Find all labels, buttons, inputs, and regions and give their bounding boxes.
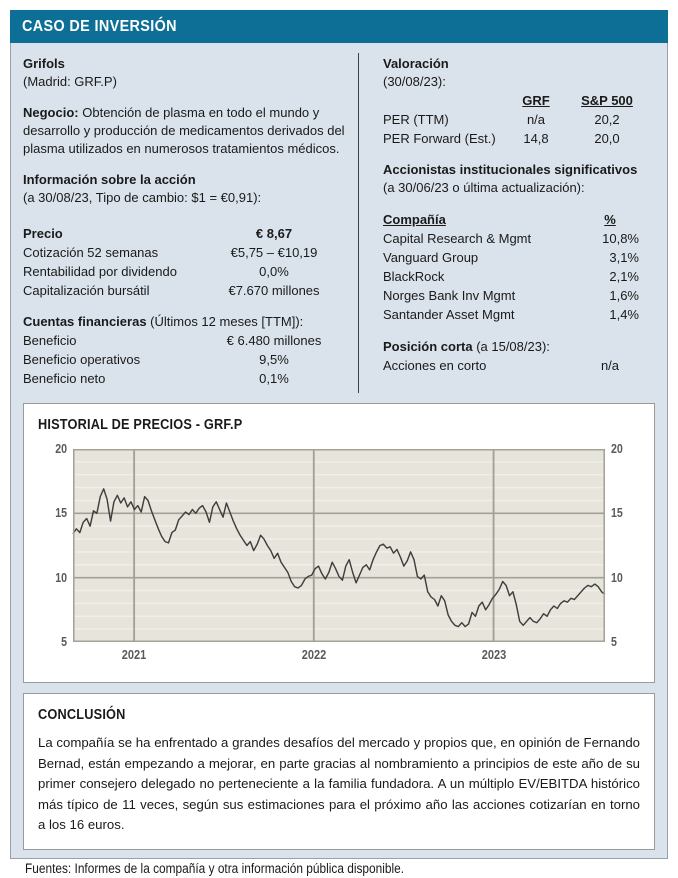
y-axis-left bbox=[29, 442, 73, 668]
holder-company: Capital Research & Mgmt bbox=[383, 231, 532, 246]
report-page bbox=[10, 10, 668, 876]
plot-wrap bbox=[73, 449, 605, 668]
financials-value: 9,5% bbox=[259, 352, 289, 367]
table-row bbox=[23, 331, 349, 350]
table-row bbox=[23, 243, 349, 262]
stock-info-header bbox=[23, 171, 349, 207]
table-row bbox=[383, 129, 649, 148]
short-position-row bbox=[383, 356, 649, 375]
company-listing: (Madrid: GRF.P) bbox=[23, 74, 117, 89]
holder-company: Santander Asset Mgmt bbox=[383, 307, 515, 322]
financials-label: Beneficio bbox=[23, 333, 77, 348]
chart-title: HISTORIAL DE PRECIOS - GRF.P bbox=[38, 417, 243, 433]
table-row bbox=[383, 229, 649, 248]
chart-area bbox=[29, 442, 649, 668]
stock-info-value: € 8,67 bbox=[255, 226, 293, 241]
valuation-sp500-value: 20,2 bbox=[594, 112, 620, 127]
info-columns bbox=[11, 49, 667, 401]
sources-line: Fuentes: Informes de la compañía y otra información pública disponible. bbox=[25, 860, 405, 876]
right-column bbox=[367, 51, 655, 401]
holder-pct: 1,4% bbox=[609, 307, 639, 322]
short-position-title-line: Posición corta (a 15/08/23): bbox=[383, 339, 550, 354]
y-axis-tick-label: 20 bbox=[55, 442, 68, 456]
valuation-header-row bbox=[383, 91, 649, 110]
x-axis-year-label: 2023 bbox=[481, 648, 506, 662]
stock-info-title: Información sobre la acción bbox=[23, 172, 196, 187]
stock-info-subtitle: (a 30/08/23, Tipo de cambio: $1 = €0,91): bbox=[23, 190, 262, 205]
table-row bbox=[383, 248, 649, 267]
holder-pct: 1,6% bbox=[609, 288, 639, 303]
x-axis-year-label: 2021 bbox=[121, 648, 147, 662]
business-label: Negocio: bbox=[23, 105, 79, 120]
table-row bbox=[23, 350, 349, 369]
valuation-label: PER (TTM) bbox=[383, 112, 449, 127]
valuation-subtitle: (30/08/23): bbox=[383, 74, 446, 89]
valuation-label: PER Forward (Est.) bbox=[383, 131, 496, 146]
x-axis-labels bbox=[73, 645, 605, 667]
table-row bbox=[23, 281, 349, 300]
valuation-col-sp500: S&P 500 bbox=[581, 93, 633, 108]
valuation-table bbox=[383, 110, 649, 148]
financials-value: 0,1% bbox=[259, 371, 289, 386]
holder-company: Vanguard Group bbox=[383, 250, 479, 265]
y-axis-tick-label: 10 bbox=[610, 570, 623, 585]
stock-info-value: 0,0% bbox=[259, 264, 289, 279]
table-row bbox=[23, 224, 349, 243]
company-block bbox=[23, 55, 349, 91]
stock-info-label: Cotización 52 semanas bbox=[23, 245, 159, 260]
conclusion-box bbox=[23, 693, 655, 850]
valuation-title: Valoración bbox=[383, 56, 449, 71]
page-title: CASO DE INVERSIÓN bbox=[22, 17, 177, 35]
table-row bbox=[383, 267, 649, 286]
holder-company: Norges Bank Inv Mgmt bbox=[383, 288, 516, 303]
x-axis-year-label: 2022 bbox=[301, 648, 327, 662]
valuation-block bbox=[383, 55, 649, 148]
y-axis-tick-label: 5 bbox=[61, 635, 68, 649]
price-chart-plot bbox=[73, 449, 605, 642]
report-panel bbox=[10, 43, 668, 876]
y-axis-tick-label: 10 bbox=[55, 570, 68, 585]
financials-value: € 6.480 millones bbox=[226, 333, 322, 348]
short-position-block bbox=[383, 338, 649, 375]
column-divider bbox=[358, 53, 359, 393]
holders-col-company: Compañía bbox=[383, 212, 446, 227]
table-row bbox=[23, 262, 349, 281]
company-name: Grifols bbox=[23, 56, 65, 71]
stock-info-table bbox=[23, 224, 349, 300]
holders-block bbox=[383, 161, 649, 324]
short-position-label: Acciones en corto bbox=[383, 358, 487, 373]
valuation-sp500-value: 20,0 bbox=[594, 131, 620, 146]
financials-table bbox=[23, 331, 349, 388]
y-axis-tick-label: 15 bbox=[55, 506, 68, 521]
business-block bbox=[23, 104, 349, 158]
price-history-chart-box bbox=[23, 403, 655, 683]
conclusion-text: La compañía se ha enfrentado a grandes desafíos del mercado y propios que, en opinión de Fernando Bernad, están empezando a mejorar, en parte gracias al nombramiento a principios de este año de su primer consejero delegado no perteneciente a la familia fundadora. A un múltiplo EV/EBITDA histórico más típico de 11 veces, según sus estimaciones para el próximo año las acciones cotizarían en torno a los 16 euros. bbox=[38, 735, 640, 832]
y-axis-tick-label: 20 bbox=[610, 442, 623, 456]
financials-label: Beneficio neto bbox=[23, 371, 106, 386]
stock-info-label: Rentabilidad por dividendo bbox=[23, 264, 177, 279]
valuation-grf-value: n/a bbox=[526, 112, 546, 127]
y-axis-right bbox=[605, 442, 649, 668]
holder-pct: 2,1% bbox=[609, 269, 639, 284]
y-axis-tick-label: 15 bbox=[610, 506, 623, 521]
business-text: Obtención de plasma en todo el mundo y desarrollo y producción de medicamentos derivados del plasma utilizados en numerosos tratamientos médicos. bbox=[23, 105, 345, 156]
conclusion-title: CONCLUSIÓN bbox=[38, 707, 126, 723]
holder-company: BlackRock bbox=[383, 269, 445, 284]
holders-table bbox=[383, 229, 649, 324]
left-column bbox=[23, 51, 349, 401]
holder-pct: 3,1% bbox=[609, 250, 639, 265]
valuation-col-grf: GRF bbox=[522, 93, 550, 108]
financials-block bbox=[23, 313, 349, 388]
stock-info-value: €7.670 millones bbox=[228, 283, 320, 298]
holders-subtitle: (a 30/06/23 o última actualización): bbox=[383, 180, 585, 195]
stock-info-label: Precio bbox=[23, 226, 63, 241]
holders-header-row bbox=[383, 210, 649, 229]
table-row bbox=[23, 369, 349, 388]
holder-pct: 10,8% bbox=[602, 231, 639, 246]
holders-title: Accionistas institucionales significativos bbox=[383, 162, 638, 177]
table-row bbox=[383, 110, 649, 129]
valuation-grf-value: 14,8 bbox=[523, 131, 549, 146]
holders-col-pct: % bbox=[604, 212, 616, 227]
financials-title-line: Cuentas financieras (Últimos 12 meses [TTM]): bbox=[23, 314, 304, 329]
table-row bbox=[383, 305, 649, 324]
y-axis-tick-label: 5 bbox=[610, 635, 617, 649]
stock-info-value: €5,75 – €10,19 bbox=[230, 245, 318, 260]
table-row bbox=[383, 286, 649, 305]
page-title-bar bbox=[10, 10, 668, 43]
short-position-value: n/a bbox=[600, 358, 620, 373]
stock-info-label: Capitalización bursátil bbox=[23, 283, 150, 298]
financials-label: Beneficio operativos bbox=[23, 352, 141, 367]
